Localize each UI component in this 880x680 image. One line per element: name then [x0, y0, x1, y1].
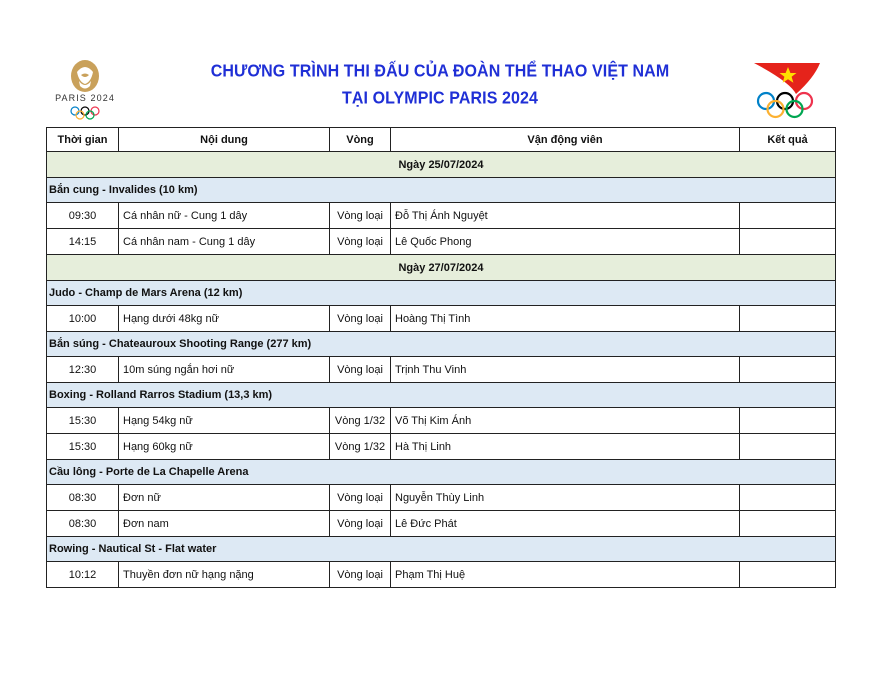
event-round-cell: Vòng 1/32 — [330, 408, 391, 434]
sport-category-row — [47, 281, 836, 306]
event-time-cell: 10:00 — [47, 306, 119, 332]
table-row — [47, 434, 836, 460]
schedule-table — [46, 127, 836, 588]
event-athlete-cell: Hà Thị Linh — [391, 434, 740, 460]
page-title-line-2: TẠI OLYMPIC PARIS 2024 — [341, 89, 539, 108]
event-round-cell: Vòng loại — [330, 203, 391, 229]
event-content-cell: Hạng 54kg nữ — [119, 408, 330, 434]
event-round-cell: Vòng loại — [330, 306, 391, 332]
event-result-cell — [740, 434, 836, 460]
event-round-cell: Vòng loại — [330, 485, 391, 511]
event-result-cell — [740, 357, 836, 383]
event-time-cell: 15:30 — [47, 434, 119, 460]
table-row — [47, 511, 836, 537]
event-time-cell: 09:30 — [47, 203, 119, 229]
sport-category-row — [47, 460, 836, 485]
sport-category-label: Bắn cung - Invalides (10 km) — [47, 178, 836, 203]
sport-category-row — [47, 537, 836, 562]
event-time-cell: 14:15 — [47, 229, 119, 255]
event-round-cell: Vòng loại — [330, 562, 391, 588]
event-round-cell: Vòng loại — [330, 357, 391, 383]
table-header-row — [47, 128, 836, 152]
col-header-athlete: Vận động viên — [391, 128, 740, 152]
event-result-cell — [740, 229, 836, 255]
event-athlete-cell: Lê Đức Phát — [391, 511, 740, 537]
svg-text:PARIS 2024: PARIS 2024 — [55, 93, 115, 103]
event-athlete-cell: Đỗ Thị Ánh Nguyệt — [391, 203, 740, 229]
event-result-cell — [740, 562, 836, 588]
sport-category-label: Boxing - Rolland Rarros Stadium (13,3 km) — [47, 383, 836, 408]
event-time-cell: 12:30 — [47, 357, 119, 383]
sport-category-label: Bắn súng - Chateauroux Shooting Range (277 km) — [47, 332, 836, 357]
sport-category-label: Judo - Champ de Mars Arena (12 km) — [47, 281, 836, 306]
event-content-cell: Hạng dưới 48kg nữ — [119, 306, 330, 332]
event-result-cell — [740, 306, 836, 332]
table-row — [47, 203, 836, 229]
date-label: Ngày 25/07/2024 — [47, 152, 836, 178]
paris-2024-logo — [50, 58, 120, 122]
date-row — [47, 255, 836, 281]
table-row — [47, 485, 836, 511]
event-time-cell: 08:30 — [47, 485, 119, 511]
event-content-cell: 10m súng ngắn hơi nữ — [119, 357, 330, 383]
event-content-cell: Đơn nữ — [119, 485, 330, 511]
olympic-rings-icon — [758, 93, 812, 117]
olympic-rings-small-icon — [71, 107, 99, 119]
event-content-cell: Cá nhân nữ - Cung 1 dây — [119, 203, 330, 229]
page-title-line-1: CHƯƠNG TRÌNH THI ĐẤU CỦA ĐOÀN THỂ THAO VIỆT NAM — [210, 62, 670, 81]
paris-2024-emblem-icon — [71, 60, 99, 92]
col-header-time: Thời gian — [47, 128, 119, 152]
event-content-cell: Đơn nam — [119, 511, 330, 537]
event-content-cell: Thuyền đơn nữ hạng nặng — [119, 562, 330, 588]
date-label: Ngày 27/07/2024 — [47, 255, 836, 281]
event-result-cell — [740, 203, 836, 229]
col-header-content: Nội dung — [119, 128, 330, 152]
event-athlete-cell: Hoàng Thị Tình — [391, 306, 740, 332]
event-result-cell — [740, 408, 836, 434]
event-round-cell: Vòng 1/32 — [330, 434, 391, 460]
event-content-cell: Hạng 60kg nữ — [119, 434, 330, 460]
event-time-cell: 08:30 — [47, 511, 119, 537]
col-header-round: Vòng — [330, 128, 391, 152]
event-athlete-cell: Lê Quốc Phong — [391, 229, 740, 255]
sport-category-label: Rowing - Nautical St - Flat water — [47, 537, 836, 562]
event-round-cell: Vòng loại — [330, 229, 391, 255]
event-athlete-cell: Nguyễn Thùy Linh — [391, 485, 740, 511]
event-content-cell: Cá nhân nam - Cung 1 dây — [119, 229, 330, 255]
event-result-cell — [740, 485, 836, 511]
event-athlete-cell: Võ Thị Kim Ánh — [391, 408, 740, 434]
date-row — [47, 152, 836, 178]
sport-category-row — [47, 332, 836, 357]
schedule-body — [47, 152, 836, 588]
event-athlete-cell: Phạm Thị Huệ — [391, 562, 740, 588]
sport-category-label: Cầu lông - Porte de La Chapelle Arena — [47, 460, 836, 485]
table-row — [47, 562, 836, 588]
event-time-cell: 15:30 — [47, 408, 119, 434]
event-result-cell — [740, 511, 836, 537]
event-time-cell: 10:12 — [47, 562, 119, 588]
event-round-cell: Vòng loại — [330, 511, 391, 537]
table-row — [47, 357, 836, 383]
event-athlete-cell: Trịnh Thu Vinh — [391, 357, 740, 383]
table-row — [47, 229, 836, 255]
table-row — [47, 408, 836, 434]
vietnam-olympic-committee-logo — [752, 60, 822, 120]
sport-category-row — [47, 178, 836, 203]
sport-category-row — [47, 383, 836, 408]
col-header-result: Kết quả — [740, 128, 836, 152]
table-row — [47, 306, 836, 332]
